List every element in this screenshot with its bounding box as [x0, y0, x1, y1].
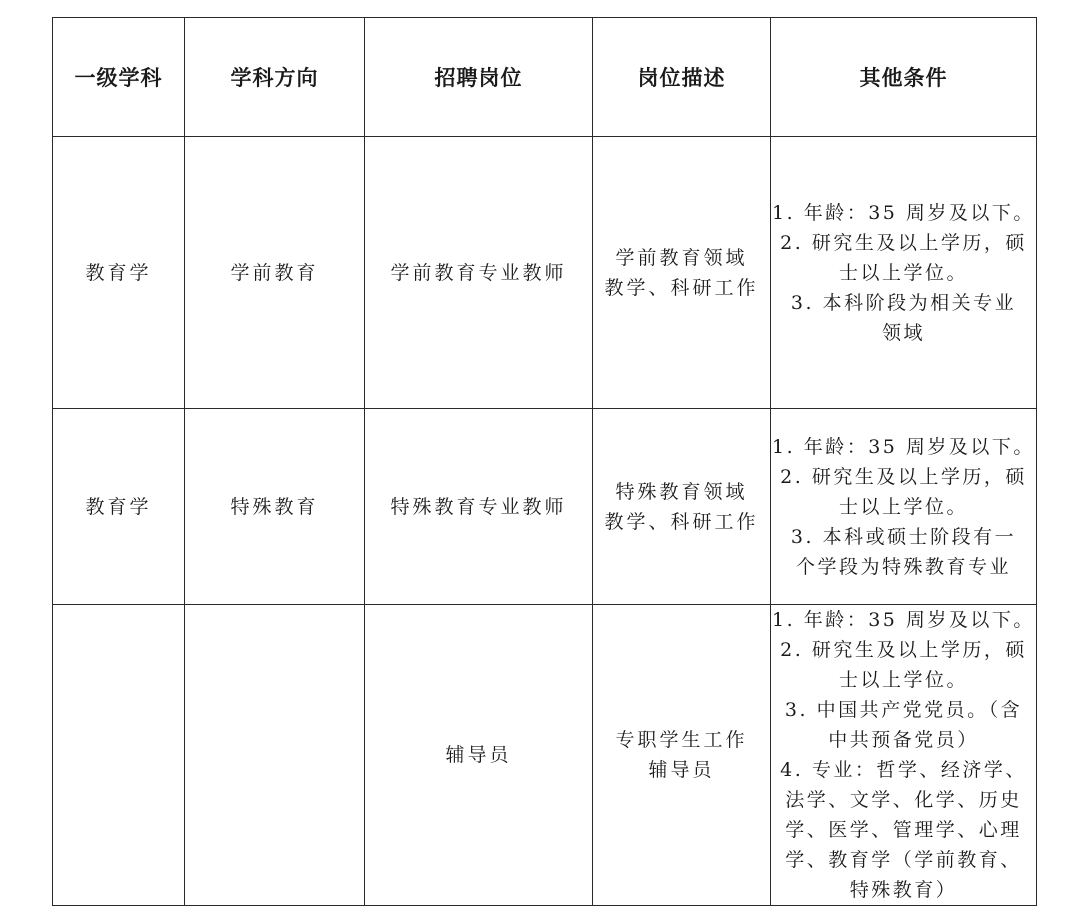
condition-line: 中共预备党员） — [828, 729, 979, 751]
description-line: 教学、科研工作 — [604, 510, 759, 533]
discipline-cell — [53, 605, 185, 906]
condition-line: 2. 研究生及以上学历，硕 — [780, 639, 1027, 661]
description-cell — [593, 409, 771, 605]
condition-line: 学、教育学（学前教育、 — [785, 849, 1022, 871]
header-conditions: 其他条件 — [771, 18, 1037, 137]
condition-line: 4. 专业：哲学、经济学、 — [780, 759, 1027, 781]
table-row — [53, 605, 1037, 906]
condition-line: 3. 本科或硕士阶段有一 — [790, 525, 1017, 548]
recruitment-table — [52, 17, 1037, 906]
condition-line: 法学、文学、化学、历史 — [785, 789, 1022, 811]
conditions-cell — [771, 605, 1037, 906]
position-cell: 辅导员 — [365, 605, 593, 906]
conditions-cell — [771, 409, 1037, 605]
condition-line: 特殊教育） — [849, 879, 958, 901]
condition-line: 士以上学位。 — [838, 261, 968, 284]
discipline-cell: 教育学 — [53, 137, 185, 409]
description-line: 教学、科研工作 — [604, 276, 759, 299]
direction-cell: 学前教育 — [185, 137, 365, 409]
condition-line: 1. 年龄：35 周岁及以下。 — [772, 435, 1035, 458]
condition-line: 3. 中国共产党党员。（含 — [784, 699, 1023, 721]
condition-line: 学、医学、管理学、心理 — [785, 819, 1022, 841]
header-direction: 学科方向 — [185, 18, 365, 137]
header-row — [53, 18, 1037, 137]
header-description: 岗位描述 — [593, 18, 771, 137]
condition-line: 领域 — [881, 321, 925, 344]
direction-cell — [185, 605, 365, 906]
header-discipline: 一级学科 — [53, 18, 185, 137]
description-line: 专职学生工作 — [615, 729, 748, 751]
description-line: 辅导员 — [648, 759, 715, 781]
condition-line: 3. 本科阶段为相关专业 — [790, 291, 1017, 314]
direction-cell: 特殊教育 — [185, 409, 365, 605]
position-cell: 学前教育专业教师 — [365, 137, 593, 409]
condition-line: 2. 研究生及以上学历，硕 — [780, 231, 1027, 254]
description-line: 特殊教育领域 — [615, 480, 748, 503]
description-line: 学前教育领域 — [615, 246, 748, 269]
condition-line: 1. 年龄：35 周岁及以下。 — [772, 201, 1035, 224]
condition-line: 士以上学位。 — [838, 495, 968, 518]
table-row — [53, 137, 1037, 409]
condition-line: 2. 研究生及以上学历，硕 — [780, 465, 1027, 488]
condition-line: 1. 年龄：35 周岁及以下。 — [772, 609, 1035, 631]
header-position: 招聘岗位 — [365, 18, 593, 137]
description-cell — [593, 137, 771, 409]
description-cell — [593, 605, 771, 906]
conditions-cell — [771, 137, 1037, 409]
condition-line: 士以上学位。 — [838, 669, 968, 691]
condition-line: 个学段为特殊教育专业 — [795, 555, 1011, 578]
table-row — [53, 409, 1037, 605]
discipline-cell: 教育学 — [53, 409, 185, 605]
position-cell: 特殊教育专业教师 — [365, 409, 593, 605]
